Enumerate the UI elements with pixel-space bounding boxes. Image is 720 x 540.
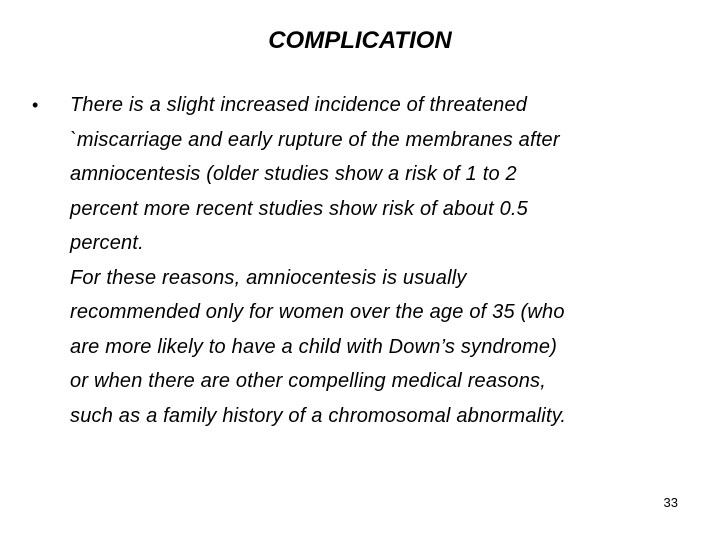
bullet-text-line: or when there are other compelling medical reasons, [70, 370, 547, 392]
bullet-text-line: recommended only for women over the age of 35 (who [70, 301, 565, 323]
bullet-icon: • [32, 95, 39, 115]
bullet-text-line: There is a slight increased incidence of threatened [70, 94, 528, 116]
bullet-text-line: are more likely to have a child with Down’s syndrome) [70, 335, 558, 358]
page-number: 33 [663, 495, 678, 510]
bullet-text-line: For these reasons, amniocentesis is usually [70, 266, 467, 289]
bullet-text-line: such as a family history of a chromosomal abnormality. [70, 404, 567, 427]
bullet-text-line: amniocentesis (older studies show a risk of 1 to 2 [70, 163, 517, 185]
bullet-text [70, 88, 702, 433]
bullet-text-line: percent. [70, 232, 144, 254]
bullet-text-line: percent more recent studies show risk of about 0.5 [70, 197, 529, 220]
slide-title: COMPLICATION [268, 27, 452, 54]
bullet-text-line: `miscarriage and early rupture of the membranes after [70, 128, 560, 151]
bullet-item [32, 88, 702, 433]
